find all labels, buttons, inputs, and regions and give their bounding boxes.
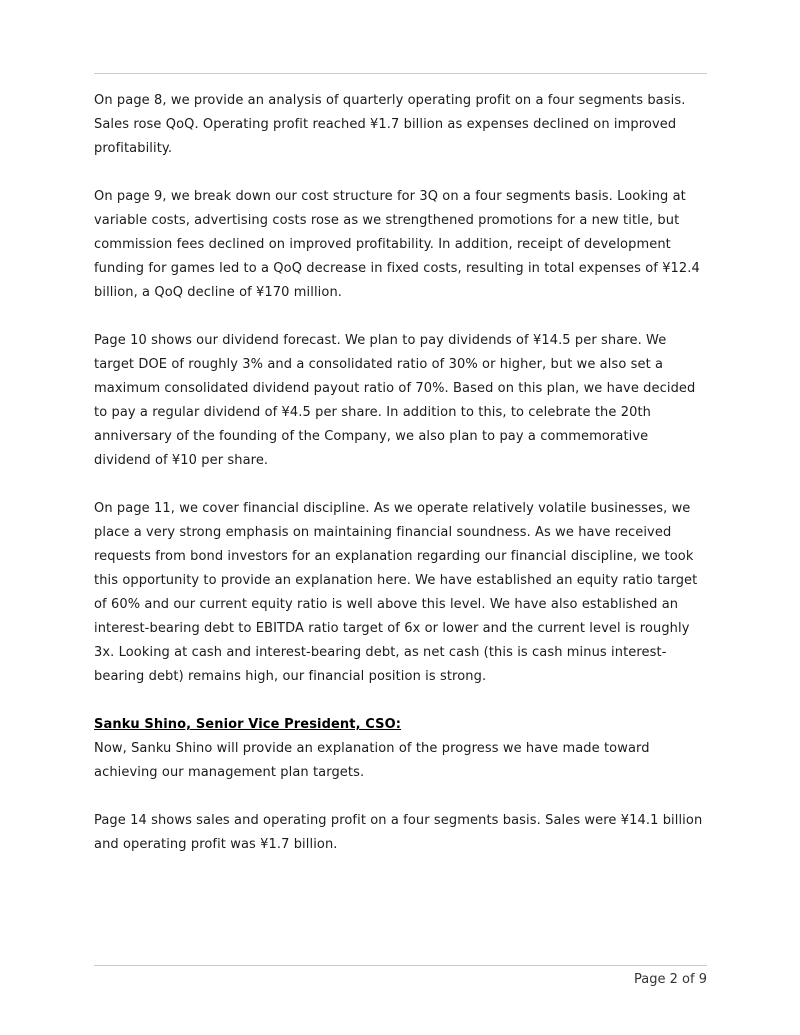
paragraph-page8-operating-profit: On page 8, we provide an analysis of quarterly operating profit on a four segments basis. Sales rose QoQ. Operating profit reached ¥1.7 billion as expenses declined on improved profitability. bbox=[94, 93, 686, 156]
paragraph-page11-financial-discipline: On page 11, we cover financial discipline. As we operate relatively volatile businesses, we place a very strong emphasis on maintaining financial soundness. As we have received requests from bond investors for an explanation regarding our financial discipline, we took this opportunity to provide an explanation here. We have established an equity ratio target of 60% and our current equity ratio is well above this level. We have also established an interest-bearing debt to EBITDA ratio target of 6x or lower and the current level is roughly 3x. Looking at cash and interest-bearing debt, as net cash (this is cash minus interest-bearing debt) remains high, our financial position is strong. bbox=[94, 501, 698, 684]
paragraph-page9-cost-structure: On page 9, we break down our cost structure for 3Q on a four segments basis. Looking at variable costs, advertising costs rose as we strengthened promotions for a new title, but commission fees declined on improved profitability. In addition, receipt of development funding for games led to a QoQ decrease in fixed costs, resulting in total expenses of ¥12.4 billion, a QoQ decline of ¥170 million. bbox=[94, 189, 700, 300]
paragraph-page14-sales: Page 14 shows sales and operating profit on a four segments basis. Sales were ¥14.1 billion and operating profit was ¥1.7 billion. bbox=[94, 813, 703, 852]
top-divider bbox=[94, 73, 707, 74]
page-footer bbox=[94, 965, 707, 992]
paragraph-page10-dividend-forecast: Page 10 shows our dividend forecast. We plan to pay dividends of ¥14.5 per share. We target DOE of roughly 3% and a consolidated ratio of 30% or higher, but we also set a maximum consolidated dividend payout ratio of 70%. Based on this plan, we have decided to pay a regular dividend of ¥4.5 per share. In addition to this, to celebrate the 20th anniversary of the founding of the Company, we also plan to pay a commemorative dividend of ¥10 per share. bbox=[94, 333, 696, 468]
speaker-heading: Sanku Shino, Senior Vice President, CSO: bbox=[94, 717, 402, 732]
paragraph-speaker-intro: Now, Sanku Shino will provide an explanation of the progress we have made toward achieving our management plan targets. bbox=[94, 741, 650, 780]
page-number: Page 2 of 9 bbox=[634, 972, 707, 987]
